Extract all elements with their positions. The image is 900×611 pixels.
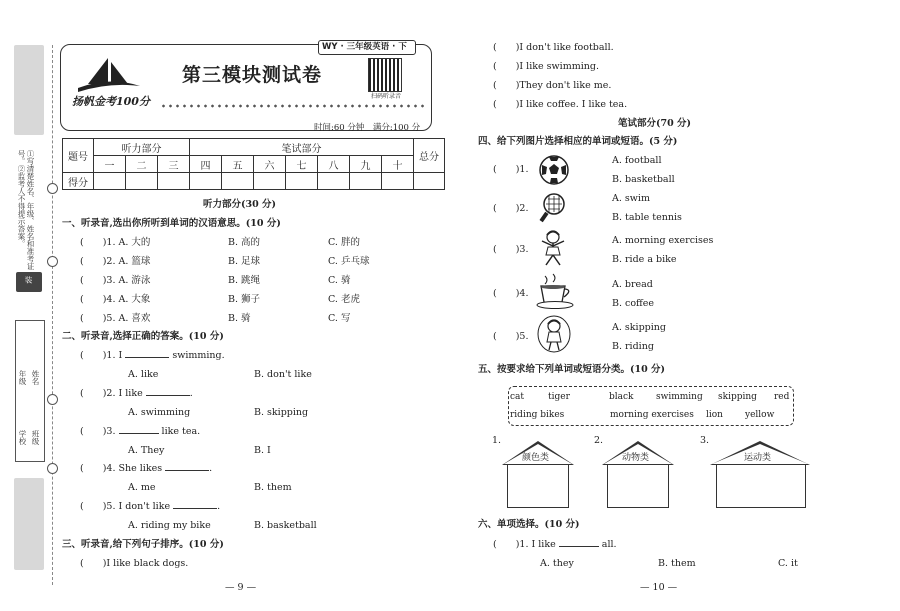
col-header: 八 xyxy=(318,156,350,173)
s4-q5-a[interactable]: A. skipping xyxy=(612,322,666,333)
row-label-score: 得分 xyxy=(63,173,94,190)
answer-blank[interactable] xyxy=(173,508,217,509)
coffee-cup-icon xyxy=(533,272,579,310)
house-1-label: 颜色类 xyxy=(522,453,550,463)
s4-q4-b[interactable]: B. coffee xyxy=(612,298,655,309)
col-header: 五 xyxy=(222,156,254,173)
score-cell[interactable] xyxy=(254,173,286,190)
s1-q3-b[interactable]: B. 跳绳 xyxy=(228,275,261,286)
girl-exercising-icon xyxy=(536,228,570,268)
binding-strip-top xyxy=(14,45,44,135)
s2-q4-b[interactable]: B. them xyxy=(254,482,292,493)
s1-q3: ( )3. A. 游泳 xyxy=(80,275,151,286)
s2-q4-a[interactable]: A. me xyxy=(128,482,156,493)
s6-q1-b[interactable]: B. them xyxy=(658,558,696,569)
soccer-ball-icon xyxy=(538,154,570,186)
s4-q2: ( )2. xyxy=(493,203,529,214)
page-title: 第三模块测试卷 xyxy=(182,64,323,86)
binding-strip-bottom xyxy=(14,478,44,570)
sailboat-logo-icon xyxy=(74,56,144,94)
house-3-label: 运动类 xyxy=(744,453,772,463)
s2-q3-a[interactable]: A. They xyxy=(128,445,165,456)
col-header: 十 xyxy=(382,156,414,173)
binding-seal: 装 xyxy=(24,276,33,284)
s2-q2-a[interactable]: A. swimming xyxy=(128,407,191,418)
section-1-title: 一、听录音,选出你所听到单词的汉语意思。(10 分) xyxy=(62,218,281,229)
s3-item: ( )They don't like me. xyxy=(493,80,612,91)
word: morning exercises xyxy=(610,410,694,420)
score-cell[interactable] xyxy=(286,173,318,190)
s3-item: ( )I like black dogs. xyxy=(80,558,189,569)
table-tennis-paddle-icon xyxy=(536,192,568,224)
word: swimming xyxy=(656,392,703,402)
brand-name: 扬帆金考100分 xyxy=(72,95,150,108)
answer-blank[interactable] xyxy=(146,395,190,396)
word: red xyxy=(774,392,790,402)
score-cell[interactable] xyxy=(414,173,445,190)
s3-item: ( )I like swimming. xyxy=(493,61,599,72)
listening-group-header: 听力部分 xyxy=(94,139,190,156)
qr-code-icon[interactable] xyxy=(368,58,402,92)
house-2-box[interactable] xyxy=(607,464,669,508)
col-header: 一 xyxy=(94,156,126,173)
s2-q2: ( )2. I like . xyxy=(80,388,193,399)
s1-q4-b[interactable]: B. 狮子 xyxy=(228,294,261,305)
cut-line xyxy=(52,45,53,585)
word: black xyxy=(609,392,634,402)
total-header: 总分 xyxy=(414,139,445,173)
col-header: 二 xyxy=(126,156,158,173)
s6-q1: ( )1. I like all. xyxy=(493,539,617,550)
s2-q2-b[interactable]: B. skipping xyxy=(254,407,309,418)
house-3-box[interactable] xyxy=(716,464,806,508)
s1-q5-b[interactable]: B. 骑 xyxy=(228,313,251,324)
s4-q1-a[interactable]: A. football xyxy=(612,155,662,166)
word: yellow xyxy=(745,410,775,420)
binding-grade-label: 年级 xyxy=(18,370,27,385)
s1-q1-b[interactable]: B. 高的 xyxy=(228,237,261,248)
binding-hole xyxy=(47,183,58,194)
s2-q5: ( )5. I don't like . xyxy=(80,501,221,512)
s4-q4: ( )4. xyxy=(493,288,529,299)
s4-q3-b[interactable]: B. ride a bike xyxy=(612,254,677,265)
series-tag: WY · 三年级英语 · 下 xyxy=(322,42,407,52)
s1-q4-c[interactable]: C. 老虎 xyxy=(328,294,360,305)
house-3-number: 3. xyxy=(700,435,710,446)
s4-q5-b[interactable]: B. riding xyxy=(612,341,654,352)
decorative-dot-row xyxy=(160,104,425,108)
score-cell[interactable] xyxy=(126,173,158,190)
s1-q1: ( )1. A. 大的 xyxy=(80,237,151,248)
s2-q4: ( )4. She likes . xyxy=(80,463,213,474)
s3-item: ( )I don't like football. xyxy=(493,42,614,53)
word: cat xyxy=(510,392,525,402)
house-2-number: 2. xyxy=(594,435,604,446)
section-2-title: 二、听录音,选择正确的答案。(10 分) xyxy=(62,331,224,342)
score-cell[interactable] xyxy=(158,173,190,190)
s2-q5-b[interactable]: B. basketball xyxy=(254,520,317,531)
section-6-title: 六、单项选择。(10 分) xyxy=(478,519,580,530)
s4-q4-a[interactable]: A. bread xyxy=(612,279,653,290)
word: tiger xyxy=(548,392,570,402)
s2-q1-b[interactable]: B. don't like xyxy=(254,369,312,380)
s1-q5: ( )5. A. 喜欢 xyxy=(80,313,151,324)
col-header: 六 xyxy=(254,156,286,173)
binding-notice: ①写清楚姓名、年级、姓名和准考证号。②监考人不得提示答案。 xyxy=(17,150,35,270)
word: riding bikes xyxy=(510,410,565,420)
house-1-number: 1. xyxy=(492,435,502,446)
answer-blank[interactable] xyxy=(125,357,169,358)
house-1-box[interactable] xyxy=(507,464,569,508)
page-number-left: — 9 — xyxy=(225,582,257,593)
answer-blank[interactable] xyxy=(559,546,599,547)
girl-skipping-icon xyxy=(536,314,572,354)
score-cell[interactable] xyxy=(94,173,126,190)
s2-q5-a[interactable]: A. riding my bike xyxy=(128,520,211,531)
binding-hole xyxy=(47,256,58,267)
section-3-title: 三、听录音,给下列句子排序。(10 分) xyxy=(62,539,224,550)
binding-school-label: 学校 xyxy=(18,430,27,445)
row-label-question-number: 题号 xyxy=(63,139,94,173)
listening-part-title: 听力部分(30 分) xyxy=(203,199,277,210)
s1-q4: ( )4. A. 大象 xyxy=(80,294,151,305)
word: skipping xyxy=(718,392,757,402)
s3-item: ( )I like coffee. I like tea. xyxy=(493,99,628,110)
score-table xyxy=(62,138,445,190)
s1-q2-c[interactable]: C. 乒乓球 xyxy=(328,256,370,267)
s1-q2: ( )2. A. 篮球 xyxy=(80,256,151,267)
s4-q1-b[interactable]: B. basketball xyxy=(612,174,675,185)
s1-q5-c[interactable]: C. 写 xyxy=(328,313,351,324)
s2-q1: ( )1. I swimming. xyxy=(80,350,225,361)
s4-q5: ( )5. xyxy=(493,331,529,342)
s4-q3-a[interactable]: A. morning exercises xyxy=(612,235,714,246)
s4-q2-b[interactable]: B. table tennis xyxy=(612,212,682,223)
s1-q3-c[interactable]: C. 骑 xyxy=(328,275,351,286)
score-cell[interactable] xyxy=(350,173,382,190)
s4-q1: ( )1. xyxy=(493,164,529,175)
writing-group-header: 笔试部分 xyxy=(190,139,414,156)
writing-part-title: 笔试部分(70 分) xyxy=(618,118,692,129)
s2-q3: ( )3. like tea. xyxy=(80,426,201,437)
time-info: 时间:60 分钟 满分:100 分 xyxy=(314,123,421,133)
binding-class-label: 班级 xyxy=(31,430,40,445)
section-4-title: 四、给下列图片选择相应的单词或短语。(5 分) xyxy=(478,136,678,147)
s2-q1-a[interactable]: A. like xyxy=(128,369,159,380)
s1-q1-c[interactable]: C. 胖的 xyxy=(328,237,360,248)
s1-q2-b[interactable]: B. 足球 xyxy=(228,256,261,267)
s6-q1-c[interactable]: C. it xyxy=(778,558,798,569)
section-5-title: 五、按要求给下列单词或短语分类。(10 分) xyxy=(478,364,666,375)
binding-hole xyxy=(47,394,58,405)
s4-q3: ( )3. xyxy=(493,244,529,255)
col-header: 七 xyxy=(286,156,318,173)
answer-blank[interactable] xyxy=(119,433,159,434)
score-cell[interactable] xyxy=(222,173,254,190)
word: lion xyxy=(706,410,723,420)
score-cell[interactable] xyxy=(318,173,350,190)
col-header: 三 xyxy=(158,156,190,173)
score-cell[interactable] xyxy=(382,173,414,190)
house-2-label: 动物类 xyxy=(622,453,650,463)
col-header: 九 xyxy=(350,156,382,173)
s2-q3-b[interactable]: B. I xyxy=(254,445,271,456)
page-number-right: — 10 — xyxy=(640,582,678,593)
score-cell[interactable] xyxy=(190,173,222,190)
s4-q2-a[interactable]: A. swim xyxy=(612,193,650,204)
binding-hole xyxy=(47,463,58,474)
binding-name-label: 姓名 xyxy=(31,370,40,385)
col-header: 四 xyxy=(190,156,222,173)
s6-q1-a[interactable]: A. they xyxy=(540,558,574,569)
qr-caption: 扫码听录音 xyxy=(371,93,402,100)
answer-blank[interactable] xyxy=(165,470,209,471)
